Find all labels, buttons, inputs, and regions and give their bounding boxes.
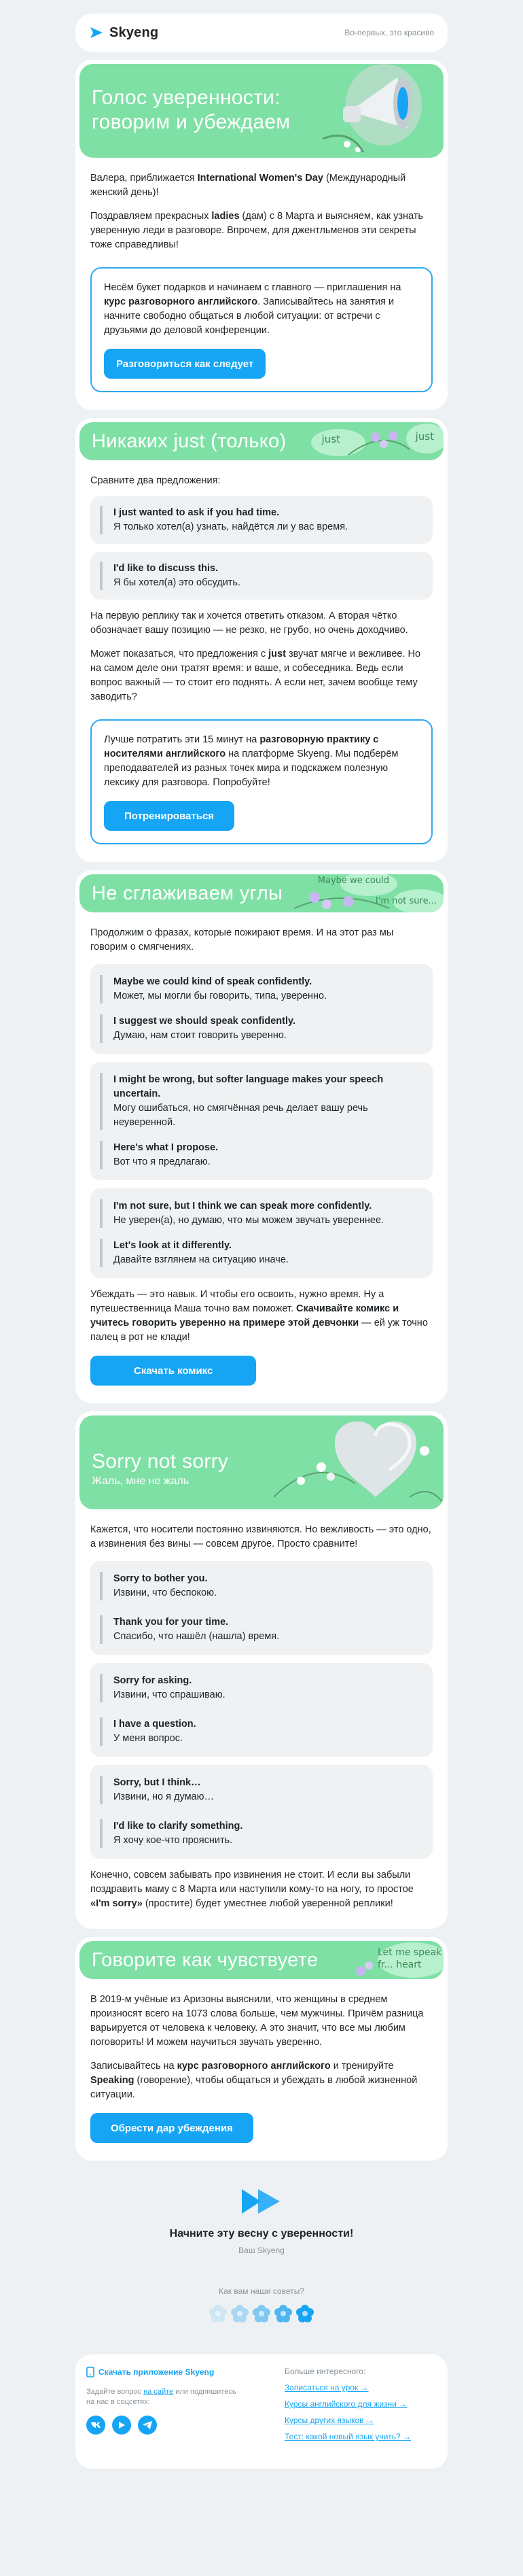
banner-title: Говорите как чувствуете [92,1949,319,1971]
megaphone-illustration-icon [323,64,425,158]
quote-block [90,496,433,544]
rating-flower-1-icon[interactable] [209,2304,228,2323]
double-play-icon [240,2188,283,2215]
quote-item [100,1239,422,1267]
quote-russian: Я только хотел(а) узнать, найдётся ли у вас время. [113,521,348,532]
quote-item [100,1073,422,1130]
quote-russian: Может, мы могли бы говорить, типа, уверенно. [113,991,327,1001]
quote-item [100,1141,422,1169]
quote-russian: Могу ошибаться, но смягчённая речь делает вашу речь неуверенной. [113,1103,368,1128]
phone-icon [86,2367,94,2377]
section-confidence-voice [75,60,448,410]
rating-flower-4-icon[interactable] [274,2304,293,2323]
quote-russian: Извини, но я думаю… [113,1791,214,1802]
rating-flower-3-icon[interactable] [252,2304,271,2323]
quote-english: Let's look at it differently. [113,1240,232,1251]
quote-russian: Не уверен(а), но думаю, что мы можем звучать увереннее. [113,1215,384,1226]
quote-english: Here's what I propose. [113,1142,219,1153]
telegram-icon[interactable] [138,2416,157,2435]
quote-english: I might be wrong, but softer language makes your speech uncertain. [113,1074,384,1099]
banner-title: Голос уверенности: говорим и убеждаем [92,86,291,133]
quote-item [100,1819,422,1848]
quote-item [100,1776,422,1804]
quote-block [90,1062,433,1180]
quote-russian: Спасибо, что нашёл (нашла) время. [113,1631,280,1642]
quote-english: Sorry, but I think… [113,1777,201,1788]
quote-item [100,506,422,534]
quote-item [100,1199,422,1228]
sticker-just-1: just [321,433,340,445]
banner-subtitle: Жаль, мне не жаль [92,1475,190,1487]
quote-block [90,1561,433,1655]
quote-english: Sorry to bother you. [113,1573,208,1584]
footer-link-english-courses[interactable]: Курсы английского для жизни → [285,2399,408,2409]
quote-russian: Думаю, нам стоит говорить уверенно. [113,1030,287,1041]
sticker-just-2: just [415,430,434,443]
header-tagline: Во-первых, это красиво [344,28,434,37]
banner-no-softening [79,874,444,912]
heart-balloon-illustration-icon [274,1415,444,1509]
section-no-just [75,418,448,862]
outro [75,2188,448,2323]
rating-flower-5-icon[interactable] [295,2304,314,2323]
banner-sorry [79,1415,444,1509]
start-speaking-button[interactable]: Разговориться как следует [104,349,266,379]
quote-item [100,975,422,1003]
quote-english: Thank you for your time. [113,1617,229,1628]
quote-english: Sorry for asking. [113,1675,192,1686]
sticker-not-sure: I'm not sure... [375,896,437,906]
quote-block [90,552,433,600]
vk-icon[interactable] [86,2416,105,2435]
section-sorry-not-sorry [75,1411,448,1929]
email-header [75,14,448,52]
skyeng-logo[interactable] [89,25,158,41]
practice-button[interactable]: Потренироваться [104,801,234,831]
quote-english: I'm not sure, but I think we can speak more confidently. [113,1201,372,1212]
logo-text: Skyeng [109,24,159,40]
quote-english: I suggest we should speak confidently. [113,1016,296,1027]
outro-title: Начните эту весну с уверенности! [169,2228,354,2239]
quote-block [90,1663,433,1757]
quote-english: I'd like to discuss this. [113,563,219,574]
course-callout [90,267,433,392]
quote-russian: Я бы хотел(а) это обсудить. [113,577,241,588]
callout-text: Лучше потратить эти 15 минут на разговорную практику с носителями английского на платформе Skyeng. Мы подберём преподавателей из разных точек мира и подскажем полезную лексику для разговора. Попробуйте! [104,734,399,788]
social-links [86,2416,242,2435]
download-comic-button[interactable]: Скачать комикс [90,1356,256,1386]
research-paragraph: В 2019-м учёные из Аризоны выяснили, что женщины в среднем произносят всего на 1073 слова больше, чем мужчины. Причём разница варьируется от человека к человеку. А это значит, что все мы любим поговорить! И можем научиться звучать уверенно. [90,1994,424,2048]
quote-item [100,1014,422,1043]
quote-english: I just wanted to ask if you had time. [113,507,280,518]
compare-intro: Сравните два предложения: [90,475,221,486]
download-app-link[interactable] [86,2367,242,2377]
quote-russian: Извини, что беспокою. [113,1587,217,1598]
sorry-outro-paragraph: Конечно, совсем забывать про извинения не стоит. И если вы забыли поздравить маму с 8 Марта или наступили кому-то на ногу, то простое «I'm sorry» (простите) будет уместнее любой уверенной реплики! [90,1870,414,1909]
youtube-icon[interactable] [112,2416,131,2435]
banner-title: Sorry not sorry [92,1450,229,1473]
explanation-paragraph: На первую реплику так и хочется ответить отказом. А вторая чётко обозначает вашу позицию — не резко, не грубо, но очень доходчиво. [90,611,408,636]
rating-flowers [75,2304,448,2323]
quote-item [100,1674,422,1702]
quote-russian: Давайте взглянем на ситуацию иначе. [113,1254,289,1265]
quote-russian: Я хочу кое-что прояснить. [113,1835,233,1846]
sticker-maybe: Maybe we could [317,876,389,886]
rating-flower-2-icon[interactable] [230,2304,249,2323]
comic-paragraph: Убеждать — это навык. И чтобы его освоить, нужно время. Ну а путешественница Маша точно вам поможет. Скачивайте комикс и учитесь говорить уверенно на примере этой девчонки — ей уж точно палец в рот не клади! [90,1289,428,1343]
sorry-intro: Кажется, что носители постоянно извиняются. Но вежливость — это одно, а извинения без вины — совсем другое. Просто сравните! [90,1524,431,1549]
quote-russian: Вот что я предлагаю. [113,1156,211,1167]
banner-speak-feel [79,1941,444,1979]
banner-title: Не сглаживаем углы [92,882,283,904]
just-paragraph: Может показаться, что предложения с just звучат мягче и вежливее. Но на самом деле они тратят время: и ваше, и собеседника. Ведь если вопрос важный — то стоит его поднять. А если нет, зачем вообще тему заводить? [90,649,421,702]
gain-persuasion-button[interactable]: Обрести дар убеждения [90,2113,253,2143]
sticker-speak-heart: Let me speak fr... heart [378,1947,442,1970]
banner-no-just [79,422,444,460]
quote-english: Maybe we could kind of speak confidently. [113,976,312,987]
footer-link-other-languages[interactable]: Курсы других языков → [285,2416,374,2425]
quote-block [90,1188,433,1278]
quote-item [100,562,422,590]
footer-link-language-test[interactable]: Тест: какой новый язык учить? → [285,2432,412,2441]
rating-question: Как вам наши советы? [219,2286,304,2296]
quote-block [90,1765,433,1859]
more-heading: Больше интересного: [285,2367,366,2376]
outro-signature: Ваш Skyeng [238,2246,285,2255]
callout-text: Несём букет подарков и начинаем с главного — приглашения на курс разговорного английского. Записывайтесь на занятия и начните свободно общаться в любой ситуации: от встречи с друзьями до деловой конференции. [104,282,401,336]
quote-item [100,1572,422,1600]
quote-english: I'd like to clarify something. [113,1821,243,1832]
banner-title: Никаких just (только) [92,430,287,452]
support-note: Задайте вопрос на сайте или подпишитесь на нас в соцсетях: [86,2388,236,2406]
footer-link-lesson[interactable]: Записаться на урок → [285,2383,369,2392]
site-link[interactable]: на сайте [143,2388,174,2396]
email-footer [75,2354,448,2469]
download-app-label: Скачать приложение Skyeng [98,2367,215,2377]
section-no-softening [75,870,448,1403]
quote-item [100,1615,422,1644]
play-logo-icon [89,25,104,40]
intro-paragraph: Поздравляем прекрасных ladies (дам) с 8 Марта и выясняем, как узнать уверенную леди в разговоре. Впрочем, для джентльменов эти секреты тоже справедливы! [90,211,423,250]
section-speak-from-heart [75,1937,448,2161]
quote-russian: У меня вопрос. [113,1733,183,1744]
email-body [75,0,448,2469]
banner-confidence [79,64,444,158]
quote-russian: Извини, что спрашиваю. [113,1689,226,1700]
signup-paragraph: Записывайтесь на курс разговорного английского и тренируйте Speaking (говорение), чтобы общаться и убеждать в любой жизненной ситуации. [90,2061,418,2100]
quote-item [100,1717,422,1746]
greeting-paragraph: Валера, приближается International Women's Day (Международный женский день)! [90,173,406,198]
practice-callout [90,719,433,844]
quote-english: I have a question. [113,1719,196,1730]
more-links [285,2367,434,2455]
softening-intro: Продолжим о фразах, которые пожирают время. И на этот раз мы говорим о смягчениях. [90,927,394,952]
quote-block [90,964,433,1054]
